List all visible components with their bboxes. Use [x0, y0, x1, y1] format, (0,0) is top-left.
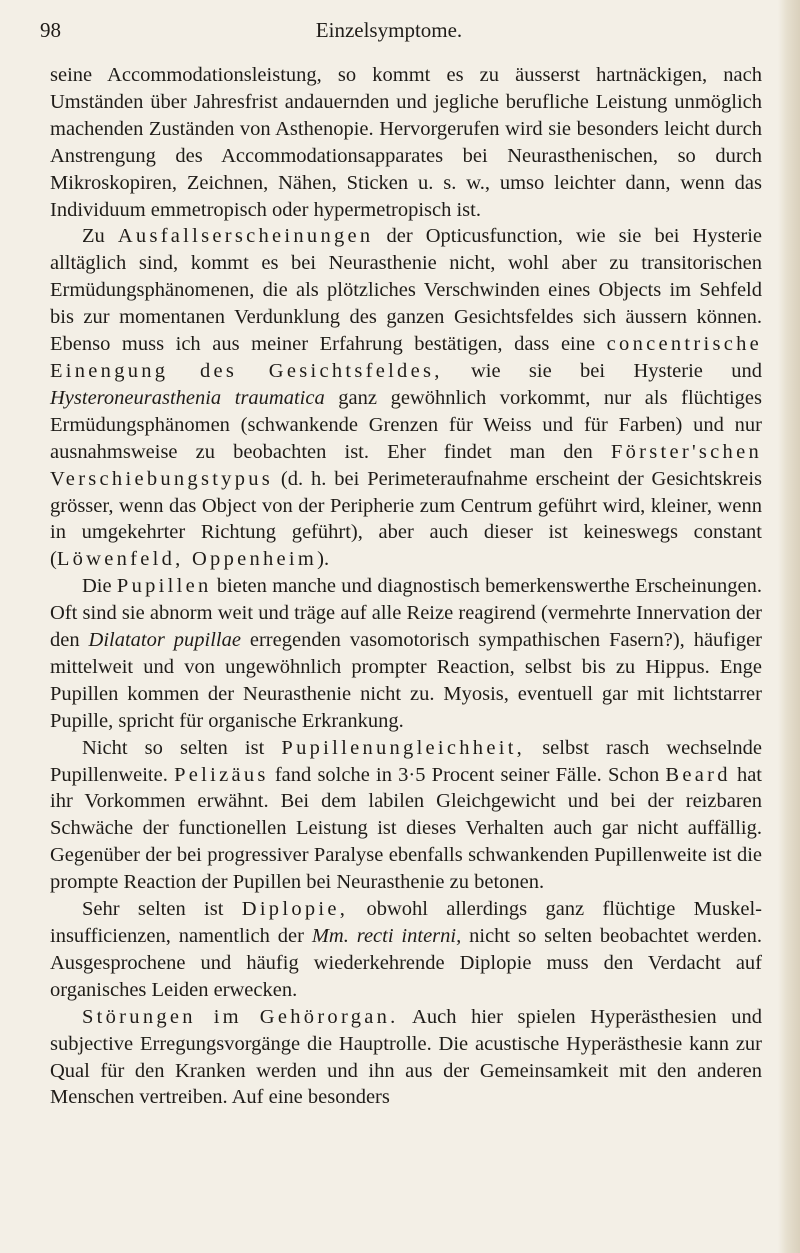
paragraph-5	[50, 896, 762, 1004]
spaced-emphasis: Pupillen	[116, 575, 212, 598]
spaced-emphasis: Pelizäus	[174, 763, 269, 786]
text-run: der Opticusfunction, wie sie bei Hysterie alltäglich sind, kommt es bei Neurasthenie nicht, wohl aber zu transitorischen Ermüdungsphänomenen, die als plötzliches Verschwinden eines Objects im Sehfeld bis zur momentanen Verdunklung des ganzen Gesichtsfeldes sich äussern können. Ebenso muss ich aus meiner Erfahrung bestätigen, dass eine	[50, 225, 762, 356]
text-run: Die	[82, 575, 117, 598]
paragraph-1	[50, 62, 762, 223]
text-run: fand solche in 3·5 Procent seiner Fälle. Schon	[268, 763, 666, 786]
italic-term: Dilatator pupillae	[88, 629, 241, 652]
text-run: seine Accommodationsleistung, so kommt es zu äusserst hartnäckigen, nach Umständen über Jahresfrist andauernden und jegliche berufliche Leistung unmöglich machenden Zuständen von Asthenopie. Hervorgerufen wird sie besonders leicht durch Anstrengung des Accommodationsapparates bei Neurasthenischen, so durch Mikroskopiren, Zeichnen, Nähen, Sticken u. s. w., umso leichter dann, wenn das Individuum emmetropisch oder hypermetropisch ist.	[50, 64, 762, 221]
italic-term: Mm. recti interni,	[311, 925, 462, 947]
text-run: ganz gewöhnlich vorkommt, nur als flüchtiges Ermüdungsphänomen (schwankende Grenzen für Weiss und für Farben) und nur ausnahmsweise zu beobachten ist. Eher findet man den	[50, 386, 762, 463]
spaced-emphasis: Ausfallserscheinungen	[117, 225, 374, 248]
spaced-emphasis: Diplopie,	[241, 898, 349, 921]
text-run: Nicht so selten ist	[82, 736, 282, 759]
text-run: bieten manche und diagnostisch bemerkenswerthe Erscheinungen. Oft sind sie abnorm weit und träge auf alle Reize reagirend (vermehrte Innervation der den	[50, 575, 762, 652]
spaced-emphasis: Pupillenungleichheit,	[281, 736, 526, 759]
spaced-emphasis: Förster'schen Verschiebungstypus	[50, 440, 762, 490]
text-run: hat ihr Vorkommen erwähnt. Bei dem labilen Gleichgewicht und bei der reizbaren Schwäche der functionellen Leistung ist dieses Verhalten auch gar nicht auffällig. Gegenüber der bei progressiver Paralyse ebenfalls schwankenden Pupillenweite ist die prompte Reaction der Pupillen bei Neurasthenie zu betonen.	[50, 763, 763, 894]
spaced-emphasis: Beard	[665, 763, 731, 786]
paragraph-4	[50, 735, 762, 896]
text-run: obwohl allerdings ganz flüchtige Muskelinsufficienzen, namentlich der	[50, 898, 762, 947]
running-title: Einzelsymptome.	[315, 18, 463, 42]
page-edge-shadow	[778, 0, 800, 1253]
text-run: wie sie bei Hysterie und	[442, 359, 762, 382]
text-run: ).	[317, 548, 330, 571]
spaced-emphasis: Löwenfeld, Oppenheim	[56, 548, 318, 571]
body-text	[50, 62, 762, 1111]
text-run: Sehr selten ist	[82, 898, 242, 921]
spaced-emphasis: concentrische Einengung des Gesichtsfeldes,	[50, 333, 762, 382]
text-run: nicht so selten beobachtet werden. Ausgesprochene und häufig wiederkehrende Diplopie muss den Verdacht auf organisches Leiden erwecken.	[50, 925, 763, 1001]
paragraph-2	[50, 223, 762, 573]
text-run: Zu	[82, 225, 118, 248]
text-run: erregenden vasomotorisch sympathischen Fasern?), häufiger mittelweit und von ungewöhnlich prompter Reaction, selbst bis zu Hippus. Enge Pupillen kommen der Neurasthenie nicht zu. Myosis, eventuell gar mit lichtstarrer Pupille, spricht für organische Erkrankung.	[50, 629, 762, 732]
page-header	[40, 18, 738, 48]
italic-term: Hysteroneurasthenia traumatica	[50, 386, 325, 409]
paragraph-6	[50, 1004, 762, 1112]
text-run: selbst rasch wechselnde Pupillenweite.	[50, 736, 762, 786]
paragraph-3	[50, 573, 762, 734]
page-number: 98	[40, 18, 61, 42]
text-run: (d. h. bei Perimeteraufnahme erscheint der Gesichtskreis grösser, wenn das Object von der Peripherie zum Centrum geführt wird, kleiner, wenn in umgekehrter Richtung geführt), aber auch dieser ist keineswegs constant (	[50, 467, 762, 571]
text-run: Auch hier spielen Hyperästhesien und subjective Erregungsvorgänge die Hauptrolle. Die acustische Hyperästhesie kann zur Qual für den Kranken werden und ihn aus der Gemeinsamkeit mit den anderen Menschen vertreiben. Auf eine besonders	[50, 1005, 762, 1109]
spaced-emphasis: Störungen im Gehörorgan.	[82, 1005, 399, 1028]
